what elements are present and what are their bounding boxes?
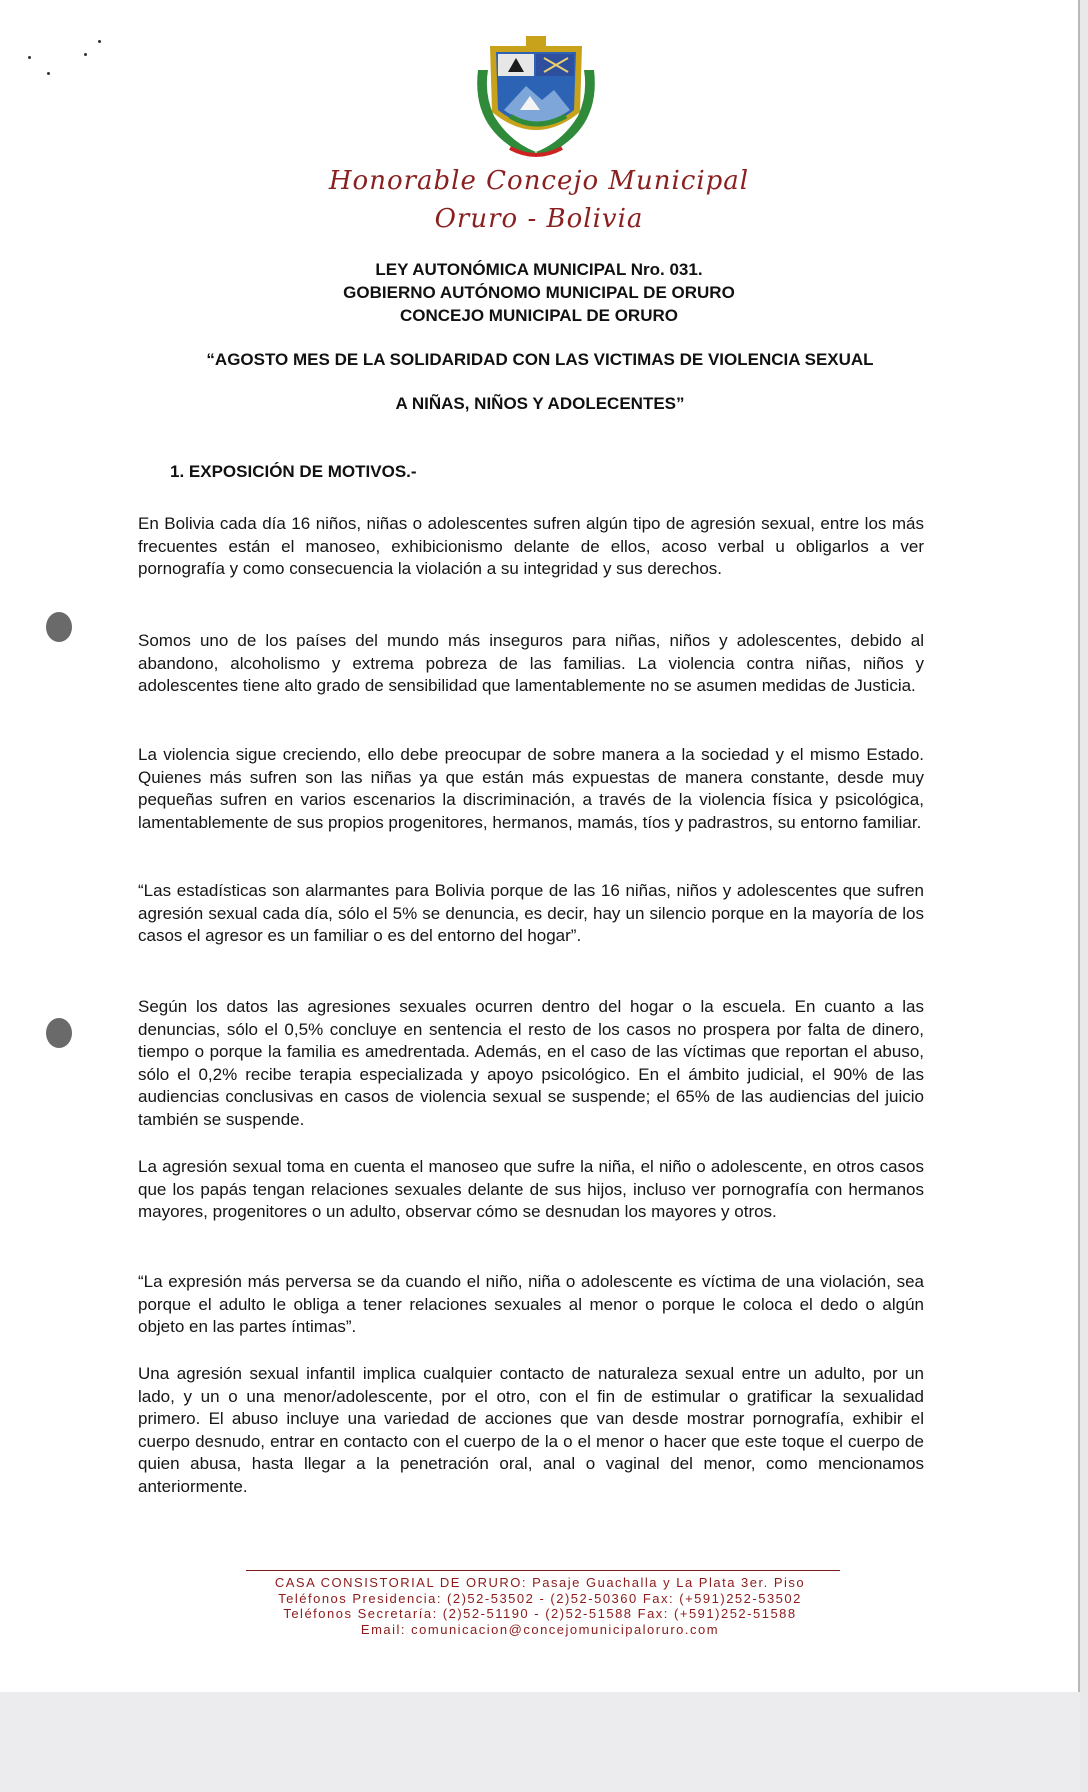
paragraph: Somos uno de los países del mundo más inseguros para niñas, niños y adolescentes, debido al abandono, alcoholismo y extrema pobreza de las familias. La violencia contra niñas, niños y adolescentes tiene alto grado de sensibilidad que lamentablemente no se asumen medidas de Justicia. [138, 631, 924, 695]
municipal-crest-logo [470, 30, 602, 170]
location-script: Oruro - Bolivia [434, 204, 644, 234]
scan-speck [47, 72, 50, 75]
paragraph: “La expresión más perversa se da cuando el niño, niña o adolescente es víctima de una violación, sea porque el adulto le obliga a tener relaciones sexuales al menor o porque le coloca el dedo o algún objeto en las partes íntimas”. [138, 1272, 924, 1336]
punch-hole [46, 1018, 72, 1048]
scan-background [0, 1692, 1080, 1792]
government-name: GOBIERNO AUTÓNOMO MUNICIPAL DE ORURO [343, 283, 735, 302]
footer-phones-presidency: Teléfonos Presidencia: (2)52-53502 - (2)52-50360 Fax: (+591)252-53502 [278, 1590, 802, 1606]
footer-contact [200, 1575, 880, 1637]
footer-phones-secretary: Teléfonos Secretaría: (2)52-51190 - (2)52-51588 Fax: (+591)252-51588 [283, 1606, 797, 1621]
paragraph: La violencia sigue creciendo, ello debe preocupar de sobre manera a la sociedad y el mismo Estado. Quienes más sufren son las niñas ya que están más expuestas de manera constante, desde muy pequeñas sufren en varios escenarios la discriminación, a través de la violencia física y psicológica, lamentablemente de sus propios progenitores, hermanos, mamás, tíos y padrastros, su entorno familiar. [138, 745, 924, 832]
paragraph: Una agresión sexual infantil implica cualquier contacto de naturaleza sexual entre un adulto, por un lado, y un o una menor/adolescente, por el otro, con el fin de estimular o gratificar la sexualidad primero. El abuso incluye una variedad de acciones que van desde mostrar pornografía, exhibir el cuerpo desnudo, entrar en contacto con el cuerpo de la o el menor o hacer que este toque el cuerpo de quien abusa, hasta llegar a la penetración oral, anal o vaginal del menor, como mencionamos anteriormente. [138, 1364, 924, 1496]
footer-address: CASA CONSISTORIAL DE ORURO: Pasaje Guachalla y La Plata 3er. Piso [274, 1575, 806, 1590]
punch-hole [46, 612, 72, 642]
law-title-line-1: “AGOSTO MES DE LA SOLIDARIDAD CON LAS VICTIMAS DE VIOLENCIA SEXUAL [206, 350, 874, 369]
law-number: LEY AUTONÓMICA MUNICIPAL Nro. 031. [375, 260, 703, 279]
paragraph: Según los datos las agresiones sexuales ocurren dentro del hogar o la escuela. En cuanto a las denuncias, sólo el 0,5% concluye en sentencia el resto de los casos no prospera por falta de dinero, tiempo o porque la familia es amedrentada. Además, en el caso de las víctimas que reportan el abuso, sólo el 0,2% recibe terapia especializada y apoyo psicológico. En el ámbito judicial, el 90% de las audiencias conclusivas en casos de violencia sexual se suspende; el 65% de las audiencias del juicio también se suspende. [138, 997, 924, 1129]
paragraph: En Bolivia cada día 16 niños, niñas o adolescentes sufren algún tipo de agresión sexual, entre los más frecuentes están el manoseo, exhibicionismo delante de ellos, acoso verbal u obligarlos a ver pornografía y como consecuencia la violación a su integridad y sus derechos. [138, 514, 924, 578]
paragraph: La agresión sexual toma en cuenta el manoseo que sufre la niña, el niño o adolescente, en otros casos que los papás tengan relaciones sexuales delante de sus hijos, incluso ver pornografía con hermanos mayores, progenitores o un adulto, observar cómo se desnudan los mayores y otros. [138, 1157, 924, 1221]
council-name: CONCEJO MUNICIPAL DE ORURO [399, 306, 678, 325]
footer-email: Email: comunicacion@concejomunicipaloruro.com [360, 1621, 720, 1637]
institution-name-script: Honorable Concejo Municipal [328, 166, 750, 196]
scan-speck [98, 40, 101, 43]
law-title-line-2: A NIÑAS, NIÑOS Y ADOLECENTES” [395, 394, 685, 413]
section-heading: 1. EXPOSICIÓN DE MOTIVOS.- [170, 462, 417, 481]
scan-speck [84, 53, 87, 56]
scan-speck [28, 56, 31, 59]
footer-divider [246, 1570, 840, 1571]
paragraph: “Las estadísticas son alarmantes para Bolivia porque de las 16 niñas, niños y adolescentes que sufren agresión sexual cada día, sólo el 5% se denuncia, es decir, hay un silencio porque en la mayoría de los casos el agresor es un familiar o es del entorno del hogar”. [138, 881, 924, 945]
